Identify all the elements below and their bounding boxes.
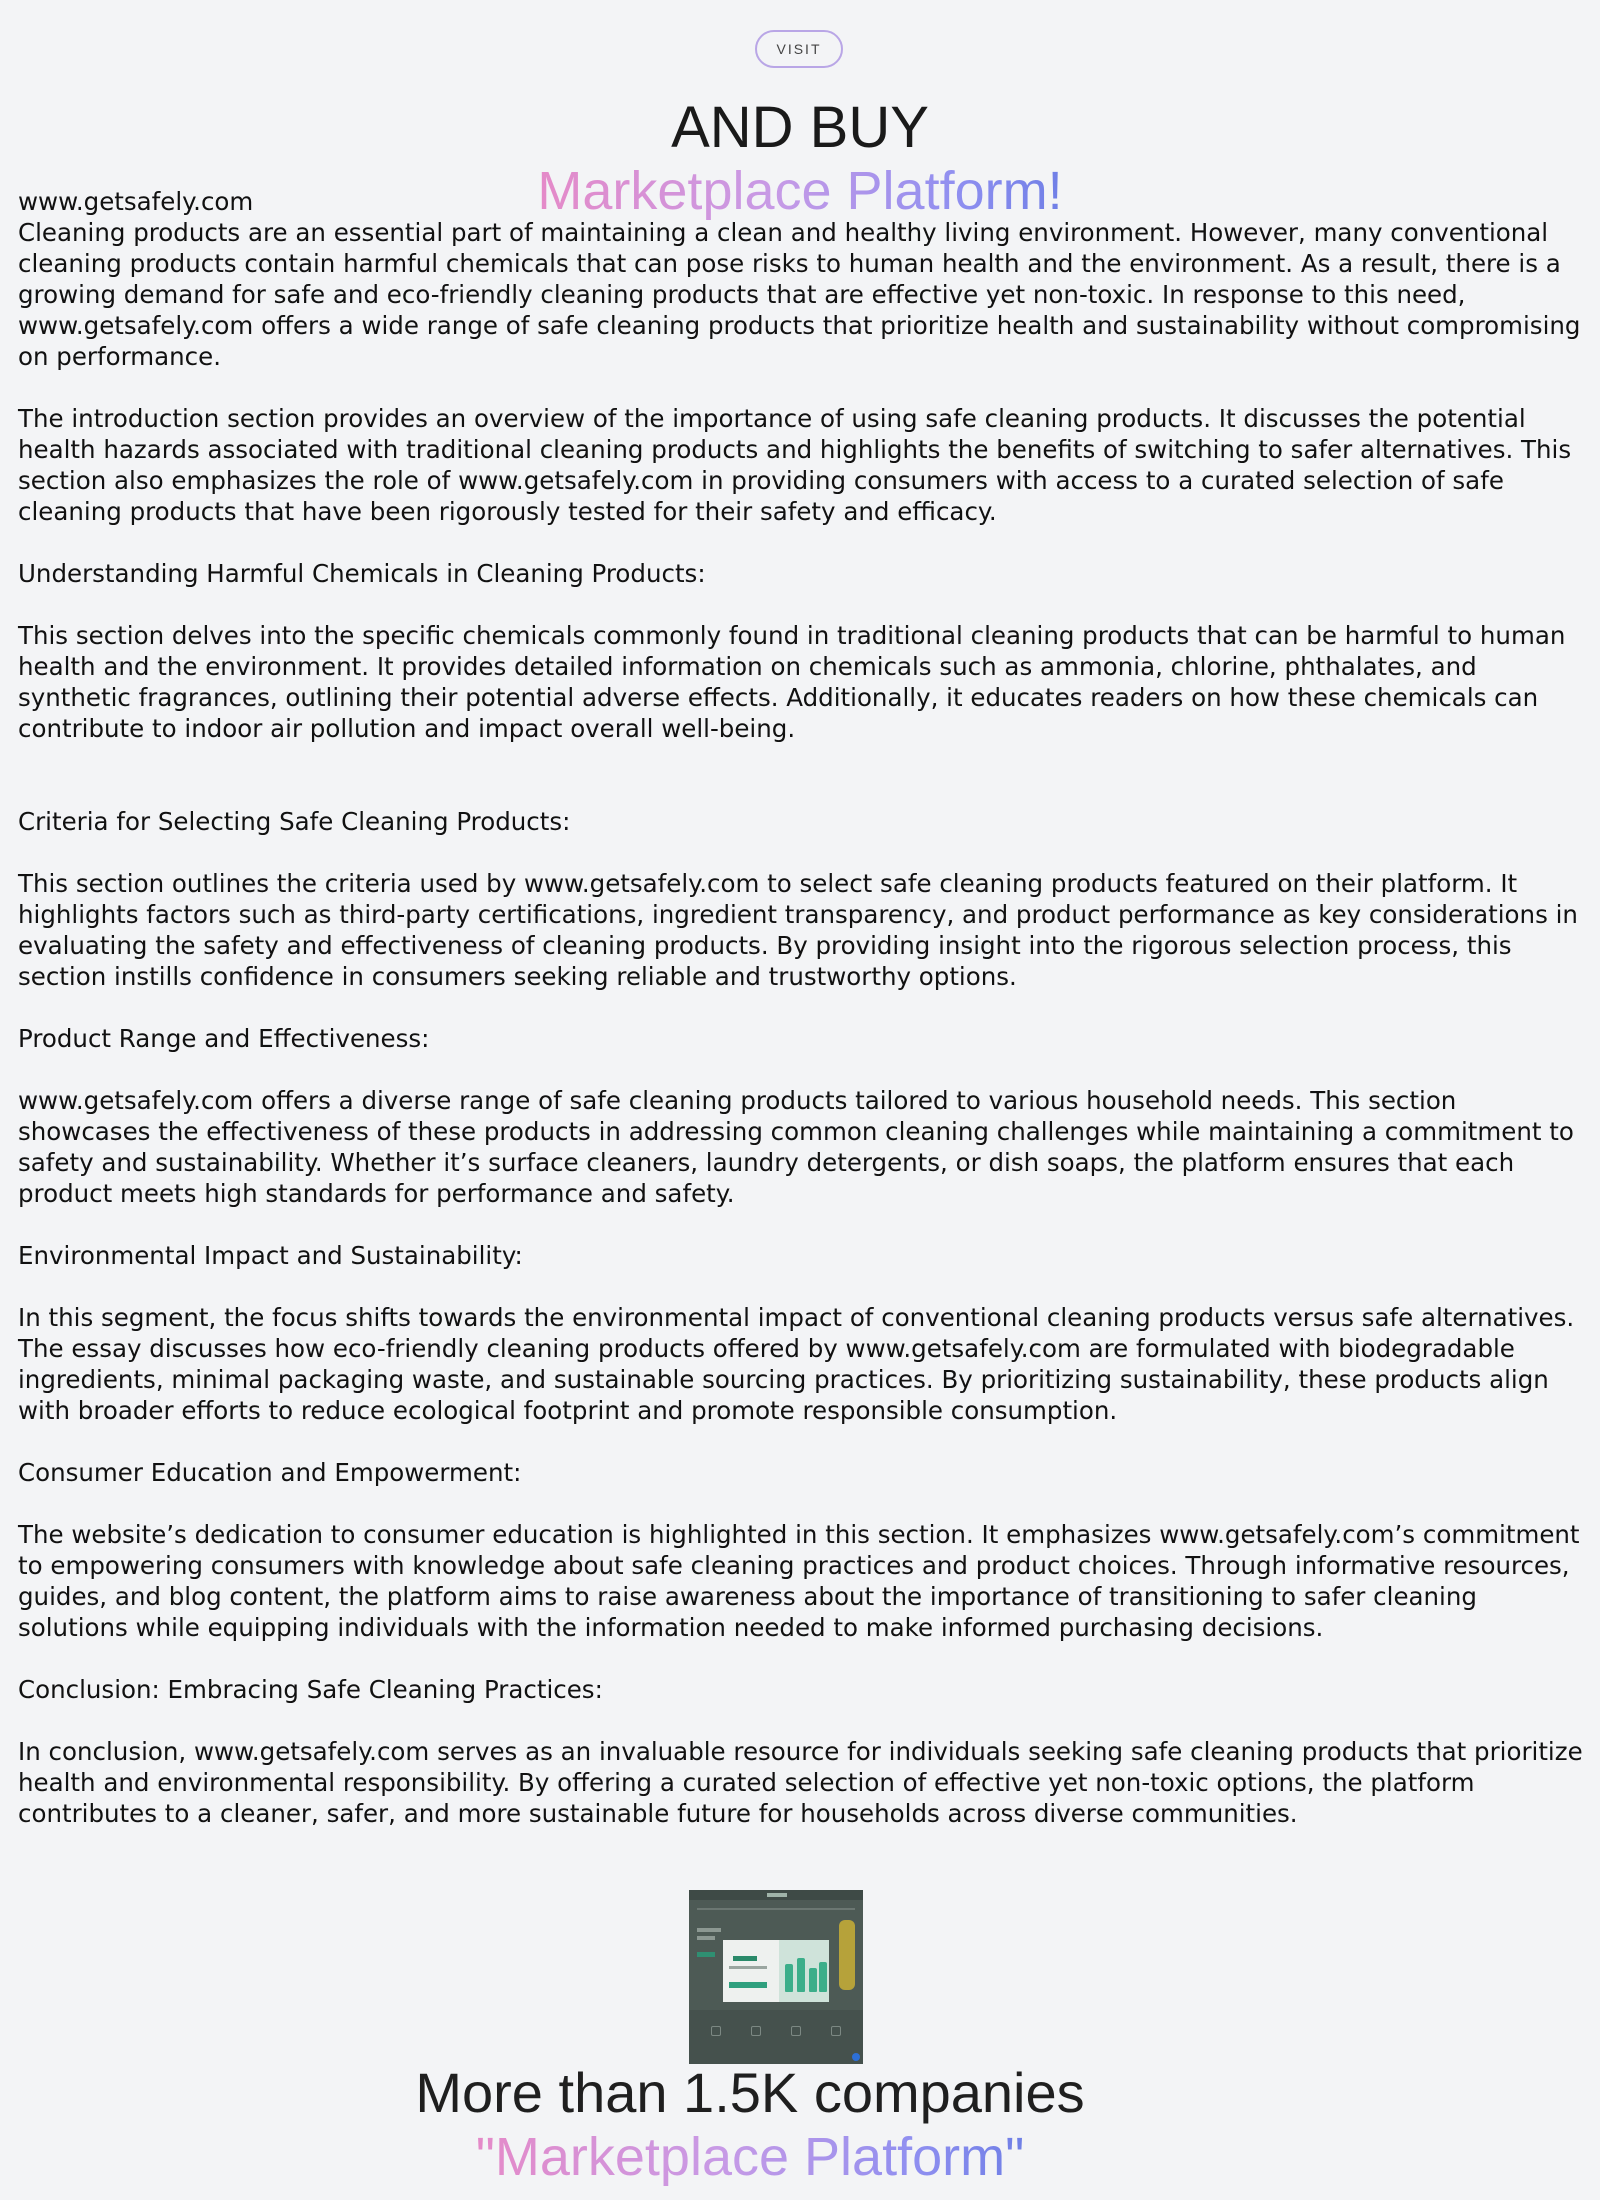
screenshot-person — [839, 1920, 855, 1990]
screenshot-category-strip — [689, 2010, 863, 2064]
category-icon — [751, 2026, 761, 2036]
visit-button[interactable]: VISIT — [755, 30, 843, 68]
category-icon — [711, 2026, 721, 2036]
section-heading: Understanding Harmful Chemicals in Cleaning Products: — [18, 559, 706, 588]
article-body — [18, 186, 1588, 1829]
paragraph: This section outlines the criteria used by www.getsafely.com to select safe cleaning products featured on their platform. It highlights factors such as third-party certifications, ingredient transparency, and product performance as key considerations in evaluating the safety and effectiveness of cleaning products. By providing insight into the rigorous selection process, this section instills confidence in consumers seeking reliable and trustworthy options. — [18, 869, 1578, 991]
marketplace-tagline-text: "Marketplace Platform" — [475, 2127, 1025, 2187]
section-heading: Criteria for Selecting Safe Cleaning Products: — [18, 807, 571, 836]
hero-title: AND BUY — [671, 95, 929, 160]
popup-button — [729, 1982, 767, 1988]
bottle-icon — [819, 1962, 827, 1992]
paragraph: This section delves into the specific chemicals commonly found in traditional cleaning products that can be harmful to human health and the environment. It provides detailed information on chemicals such as ammonia, chlorine, phthalates, and synthetic fragrances, outlining their potential adverse effects. Additionally, it educates readers on how these chemicals can contribute to indoor air pollution and impact overall well-being. — [18, 621, 1566, 743]
companies-headline: More than 1.5K companies — [415, 2061, 1085, 2124]
marketplace-tagline — [0, 2125, 1500, 2189]
popup-title — [733, 1956, 757, 1961]
bottle-icon — [809, 1968, 817, 1992]
paragraph-overview: The introduction section provides an overview of the importance of using safe cleaning products. It discusses the potential health hazards associated with traditional cleaning products and highlights the benefits of switching to safer alternatives. This section also emphasizes the role of www.getsafely.com in providing consumers with access to a curated selection of safe cleaning products that have been rigorously tested for their safety and efficacy. — [18, 404, 1572, 526]
screenshot-button — [697, 1952, 715, 1957]
popup-image — [779, 1940, 829, 2002]
screenshot-nav — [697, 1908, 855, 1910]
section-heading: Environmental Impact and Sustainability: — [18, 1241, 523, 1270]
category-icon — [791, 2026, 801, 2036]
bottle-icon — [797, 1958, 805, 1992]
popup-text — [729, 1966, 767, 1969]
screenshot-logo — [767, 1893, 787, 1897]
section-heading: Conclusion: Embracing Safe Cleaning Practices: — [18, 1675, 603, 1704]
website-screenshot-image — [689, 1890, 863, 2064]
paragraph: The website’s dedication to consumer education is highlighted in this section. It emphasizes www.getsafely.com’s commitment to empowering consumers with knowledge about safe cleaning practices and product choices. Through informative resources, guides, and blog content, the platform aims to raise awareness about the importance of transitioning to safer cleaning solutions while equipping individuals with the information needed to make informed purchasing decisions. — [18, 1520, 1580, 1642]
screenshot-heading — [697, 1936, 715, 1940]
section-heading: Consumer Education and Empowerment: — [18, 1458, 522, 1487]
section-heading: Product Range and Effectiveness: — [18, 1024, 430, 1053]
screenshot-popup — [723, 1940, 829, 2002]
paragraph: In conclusion, www.getsafely.com serves as an invaluable resource for individuals seeking safe cleaning products that prioritize health and environmental responsibility. By offering a curated selection of effective yet non-toxic options, the platform contributes to a cleaner, safer, and more sustainable future for households across diverse communities. — [18, 1737, 1583, 1828]
site-link[interactable]: www.getsafely.com — [18, 187, 254, 216]
hero-subtitle-text: Marketplace Platform! — [537, 161, 1063, 221]
category-icon — [831, 2026, 841, 2036]
screenshot-heading — [697, 1928, 721, 1932]
paragraph: www.getsafely.com offers a diverse range of safe cleaning products tailored to various household needs. This section showcases the effectiveness of these products in addressing common cleaning challenges while maintaining a commitment to safety and sustainability. Whether it’s surface cleaners, laundry detergents, or dish soaps, the platform ensures that each product meets high standards for performance and safety. — [18, 1086, 1574, 1208]
paragraph-intro: Cleaning products are an essential part of maintaining a clean and healthy living environment. However, many conventional cleaning products contain harmful chemicals that can pose risks to human health and the environment. As a result, there is a growing demand for safe and eco-friendly cleaning products that are effective yet non-toxic. In response to this need, www.getsafely.com offers a wide range of safe cleaning products that prioritize health and sustainability without compromising on performance. — [18, 218, 1581, 371]
paragraph: In this segment, the focus shifts towards the environmental impact of conventional cleaning products versus safe alternatives. The essay discusses how eco-friendly cleaning products offered by www.getsafely.com are formulated with biodegradable ingredients, minimal packaging waste, and sustainable sourcing practices. By prioritizing sustainability, these products align with broader efforts to reduce ecological footprint and promote responsible consumption. — [18, 1303, 1575, 1425]
bottle-icon — [785, 1964, 793, 1992]
